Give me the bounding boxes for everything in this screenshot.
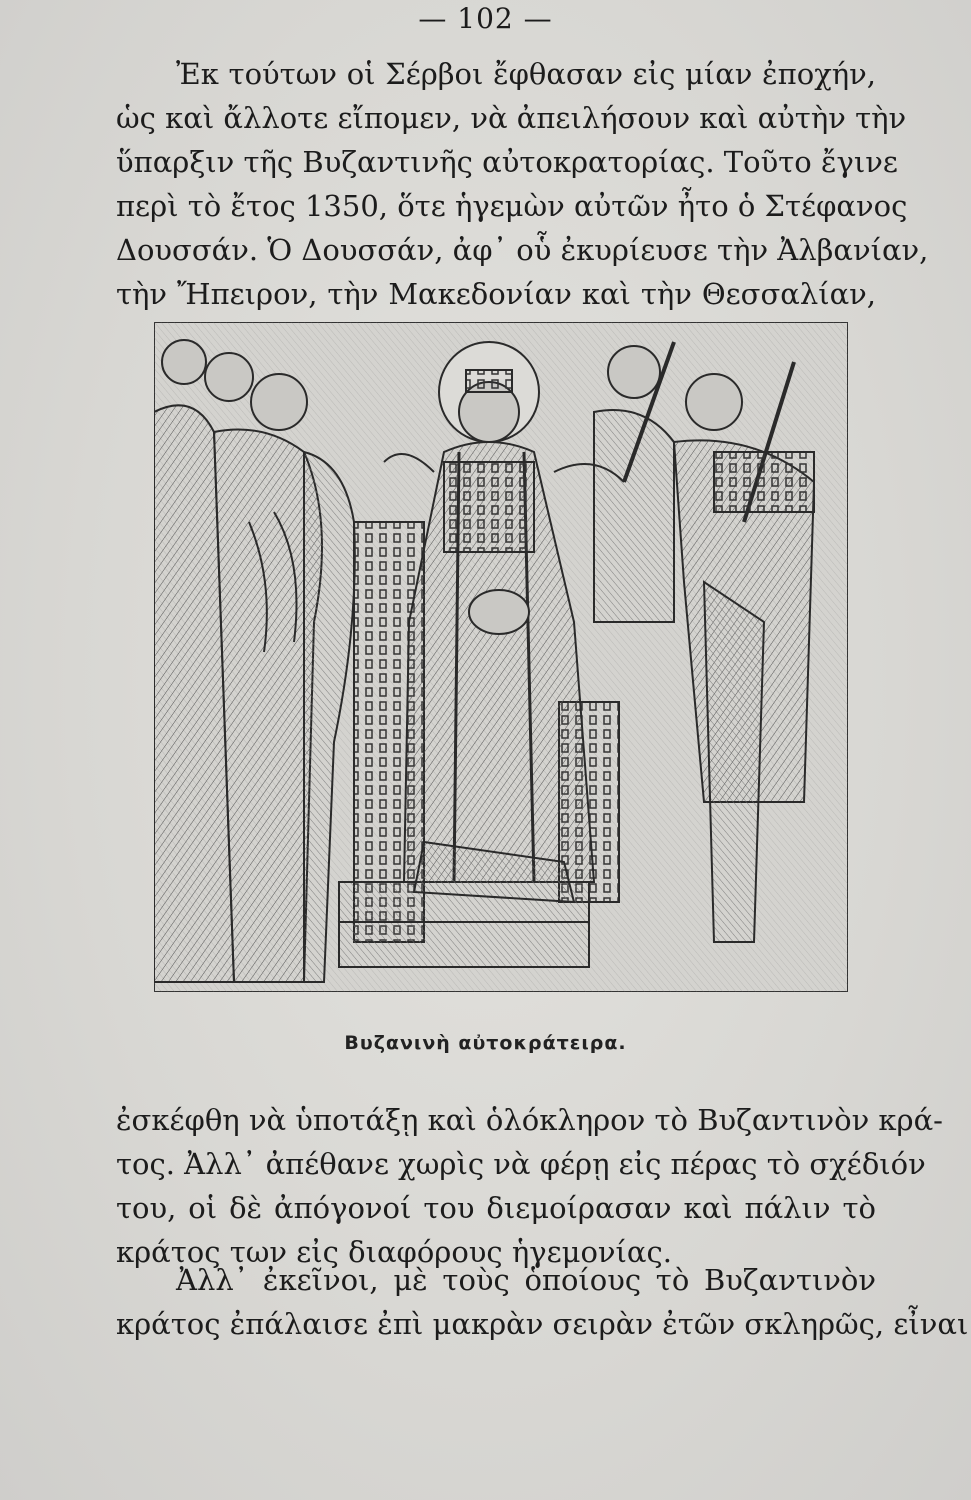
text-line: κράτος ἐπάλαισε ἐπὶ μακρὰν σειρὰν ἐτῶν σκληρῶς, εἶναι [116,1307,969,1341]
figure-caption: Βυζανινὴ αὐτοκράτειρα. [344,1032,627,1054]
page-number: — 102 — [418,2,553,35]
byzantine-empress-engraving [154,322,848,992]
top-paragraph [116,52,929,316]
text-line: τὴν Ἤπειρον, τὴν Μακεδονίαν καὶ τὴν Θεσσαλίαν, [116,277,876,311]
text-line: του, οἱ δὲ ἀπόγονοί του διεμοίρασαν καὶ πάλιν τὸ [116,1191,876,1225]
final-paragraph [116,1258,969,1346]
text-line: ὡς καὶ ἄλλοτε εἴπομεν, νὰ ἀπειλήσουν καὶ αὐτὴν τὴν [116,101,907,135]
bottom-paragraph [116,1098,943,1274]
text-line: Ἐκ τούτων οἱ Σέρβοι ἔφθασαν εἰς μίαν ἐποχήν, [176,57,876,91]
text-line: Δουσσάν. Ὁ Δουσσάν, ἀφ᾽ οὗ ἐκυρίευσε τὴν Ἀλβανίαν, [116,233,929,267]
text-line: κράτος των εἰς διαφόρους ἡγεμονίας. [116,1235,672,1269]
text-line: ἐσκέφθη νὰ ὑποτάξῃ καὶ ὁλόκληρον τὸ Βυζαντινὸν κρά- [116,1103,943,1137]
text-line: ὕπαρξιν τῆς Βυζαντινῆς αὐτοκρατορίας. Τοῦτο ἔγινε [116,145,898,179]
text-line: Ἀλλ᾽ ἐκεῖνοι, μὲ τοὺς ὁποίους τὸ Βυζαντινὸν [176,1263,876,1297]
text-line: περὶ τὸ ἔτος 1350, ὅτε ἡγεμὼν αὐτῶν ἦτο ὁ Στέφανος [116,189,908,223]
engraving-illustration [154,322,848,992]
text-line: τος. Ἀλλ᾽ ἀπέθανε χωρὶς νὰ φέρῃ εἰς πέρας τὸ σχέδιόν [116,1147,926,1181]
